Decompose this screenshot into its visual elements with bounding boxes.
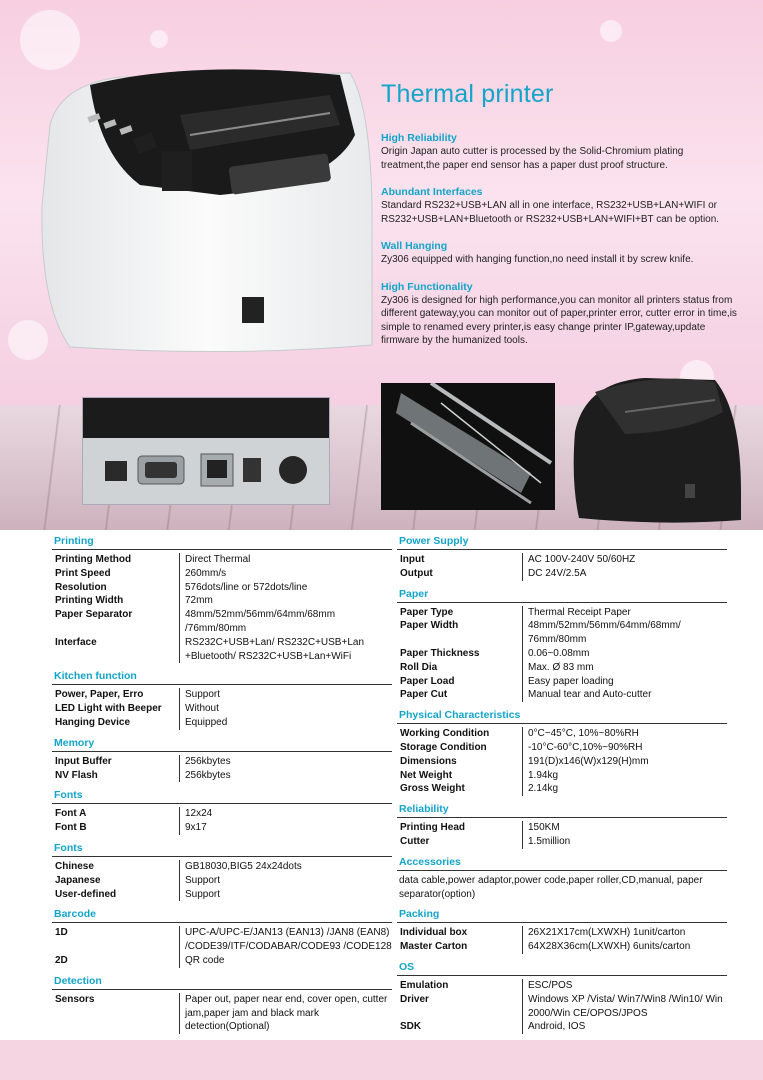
feature-text: Zy306 is designed for high performance,you can monitor all printers status from different gateway,you can monitor out of paper,printer error, cutter error in time,is simple to renamed every printer,is easy change printer IP,gateway,update firmware by the humanized tools. <box>381 294 737 346</box>
spec-column-left <box>52 532 392 1038</box>
spec-label: Paper Cut <box>400 689 448 701</box>
section-heading-packing: Packing <box>397 905 727 923</box>
spec-label: 1D <box>55 927 68 939</box>
spec-row <box>52 769 392 783</box>
section-body-physical <box>397 727 727 796</box>
spec-value: Max. Ø 83 mm <box>522 661 727 675</box>
spec-label: Individual box <box>400 927 468 939</box>
spec-row <box>52 993 392 1034</box>
spec-label: Font A <box>55 808 87 820</box>
spec-value: Windows XP /Vista/ Win7/Win8 /Win10/ Win 2000/Win CE/OPOS/JPOS <box>522 993 727 1021</box>
bokeh-dot <box>20 10 80 70</box>
spec-row <box>397 675 727 689</box>
spec-value: 9x17 <box>179 821 392 835</box>
spec-value: GB18030,BIG5 24x24dots <box>179 860 392 874</box>
spec-label: Interface <box>55 636 97 648</box>
spec-row <box>52 636 392 664</box>
spec-row <box>397 940 727 954</box>
hero-banner <box>0 0 763 530</box>
spec-value: AC 100V-240V 50/60HZ <box>522 553 727 567</box>
spec-label: Output <box>400 567 433 579</box>
spec-label: SDK <box>400 1021 422 1033</box>
spec-label: Printing Head <box>400 822 466 834</box>
spec-row <box>52 581 392 595</box>
section-body-power <box>397 553 727 581</box>
spec-value: 72mm <box>179 594 392 608</box>
spec-row <box>397 567 727 581</box>
section-body-memory <box>52 755 392 783</box>
feature-text: Zy306 equipped with hanging function,no need install it by screw knife. <box>381 254 694 265</box>
spec-value: 2.14kg <box>522 782 727 796</box>
spec-label: Print Speed <box>55 567 111 579</box>
spec-row <box>52 860 392 874</box>
feature-text: Origin Japan auto cutter is processed by the Solid-Chromium plating treatment,the paper end sensor has a paper dust proof structure. <box>381 146 684 171</box>
spec-value: UPC-A/UPC-E/JAN13 (EAN13) /JAN8 (EAN8) /CODE39/ITF/CODABAR/CODE93 /CODE128 <box>179 926 392 954</box>
spec-value: 12x24 <box>179 807 392 821</box>
section-heading-detection: Detection <box>52 972 392 990</box>
spec-row <box>397 755 727 769</box>
spec-row <box>52 594 392 608</box>
spec-row <box>397 835 727 849</box>
spec-value: 256kbytes <box>179 769 392 783</box>
spec-row <box>52 567 392 581</box>
spec-row <box>52 888 392 902</box>
section-heading-paper: Paper <box>397 585 727 603</box>
spec-value: Support <box>179 888 392 902</box>
spec-label: Roll Dia <box>400 661 438 673</box>
spec-column-right <box>397 532 727 1038</box>
spec-row <box>397 727 727 741</box>
spec-row <box>397 741 727 755</box>
spec-label: Gross Weight <box>400 783 465 795</box>
feature-item <box>381 131 741 172</box>
spec-value: 150KM <box>522 821 727 835</box>
spec-label: Paper Width <box>400 620 459 632</box>
spec-label: Printing Width <box>55 595 124 607</box>
feature-heading: Wall Hanging <box>381 240 448 252</box>
section-heading-fonts2: Fonts <box>52 839 392 857</box>
section-heading-accessories: Accessories <box>397 853 727 871</box>
section-body-fonts1 <box>52 807 392 835</box>
spec-value: Without <box>179 702 392 716</box>
feature-item <box>381 185 741 226</box>
spec-label: Paper Type <box>400 606 454 618</box>
spec-label: Power, Paper, Erro <box>55 689 144 701</box>
feature-list <box>381 131 741 361</box>
spec-label: Dimensions <box>400 755 457 767</box>
spec-label: Japanese <box>55 874 101 886</box>
spec-value: 1.94kg <box>522 769 727 783</box>
footer-band <box>0 1040 763 1080</box>
spec-value: -10°C-60°C,10%~90%RH <box>522 741 727 755</box>
spec-label: Input Buffer <box>55 755 112 767</box>
spec-label: NV Flash <box>55 769 98 781</box>
section-heading-physical: Physical Characteristics <box>397 706 727 724</box>
section-body-kitchen <box>52 688 392 729</box>
spec-value: RS232C+USB+Lan/ RS232C+USB+Lan +Bluetooth/ RS232C+USB+Lan+WiFi <box>179 636 392 664</box>
spec-label: Net Weight <box>400 769 453 781</box>
section-heading-power: Power Supply <box>397 532 727 550</box>
spec-label: Driver <box>400 993 429 1005</box>
spec-label: Printing Method <box>55 554 132 565</box>
spec-value: 576dots/line or 572dots/line <box>179 581 392 595</box>
spec-label: Font B <box>55 822 87 834</box>
spec-row <box>397 661 727 675</box>
section-heading-printing: Printing <box>52 532 392 550</box>
spec-value: 191(D)x146(W)x129(H)mm <box>522 755 727 769</box>
section-heading-memory: Memory <box>52 734 392 752</box>
spec-value: ESC/POS <box>522 979 727 993</box>
spec-row <box>52 926 392 954</box>
spec-label: Paper Separator <box>55 609 133 621</box>
section-body-fonts2 <box>52 860 392 901</box>
spec-label: User-defined <box>55 888 117 900</box>
section-body-packing <box>397 926 727 954</box>
section-heading-reliability: Reliability <box>397 800 727 818</box>
page-title: Thermal printer <box>381 80 554 108</box>
spec-text: data cable,power adaptor,power code,paper roller,CD,manual, paper separator(option) <box>399 874 703 900</box>
spec-label: Resolution <box>55 581 107 593</box>
spec-value: 48mm/52mm/56mm/64mm/68mm/ 76mm/80mm <box>522 619 727 647</box>
spec-label: Emulation <box>400 979 449 991</box>
spec-row <box>397 769 727 783</box>
spec-row <box>397 979 727 993</box>
spec-value: Paper out, paper near end, cover open, cutter jam,paper jam and black mark detection(Optional) <box>179 993 392 1034</box>
spec-value: Support <box>179 688 392 702</box>
spec-label: Sensors <box>55 993 95 1005</box>
spec-label: Chinese <box>55 860 94 872</box>
spec-label: Paper Thickness <box>400 647 480 659</box>
feature-heading: High Reliability <box>381 132 457 144</box>
spec-row <box>397 619 727 647</box>
spec-row <box>52 553 392 567</box>
spec-value: Thermal Receipt Paper <box>522 606 727 620</box>
spec-value: Android, IOS <box>522 1020 727 1034</box>
spec-row <box>52 702 392 716</box>
spec-value: 26X21X17cm(LXWXH) 1unit/carton <box>522 926 727 940</box>
spec-label: LED Light with Beeper <box>55 703 162 715</box>
spec-value: Equipped <box>179 716 392 730</box>
printer-cutter-image <box>381 383 555 510</box>
section-heading-kitchen: Kitchen function <box>52 667 392 685</box>
feature-heading: Abundant Interfaces <box>381 186 483 198</box>
printer-white-image <box>30 65 375 365</box>
spec-value: Easy paper loading <box>522 675 727 689</box>
spec-value: Support <box>179 874 392 888</box>
spec-row <box>52 874 392 888</box>
feature-text: Standard RS232+USB+LAN all in one interface, RS232+USB+LAN+WIFI or RS232+USB+LAN+Bluetooth or RS232+USB+LAN+WIFI+BT can be option. <box>381 200 720 225</box>
section-body-detection <box>52 993 392 1034</box>
section-body-printing <box>52 553 392 663</box>
bokeh-dot <box>600 20 622 42</box>
spec-row <box>397 821 727 835</box>
spec-value: 1.5million <box>522 835 727 849</box>
printer-back-panel-image <box>82 397 330 505</box>
spec-row <box>397 926 727 940</box>
spec-value: 48mm/52mm/56mm/64mm/68mm /76mm/80mm <box>179 608 392 636</box>
spec-row <box>52 821 392 835</box>
spec-label: Hanging Device <box>55 716 131 728</box>
spec-row <box>52 807 392 821</box>
spec-row <box>397 553 727 567</box>
feature-item <box>381 239 741 267</box>
spec-label: 2D <box>55 954 68 966</box>
section-body-barcode <box>52 926 392 967</box>
bokeh-dot <box>150 30 168 48</box>
spec-row <box>52 716 392 730</box>
section-heading-barcode: Barcode <box>52 905 392 923</box>
spec-value: DC 24V/2.5A <box>522 567 727 581</box>
spec-row <box>52 688 392 702</box>
section-heading-os: OS <box>397 958 727 976</box>
spec-value: QR code <box>179 954 392 968</box>
spec-value: 64X28X36cm(LXWXH) 6units/carton <box>522 940 727 954</box>
printer-black-image <box>565 372 745 527</box>
spec-label: Master Carton <box>400 941 468 953</box>
section-heading-fonts1: Fonts <box>52 786 392 804</box>
spec-row <box>52 608 392 636</box>
spec-row <box>397 993 727 1021</box>
spec-row <box>397 782 727 796</box>
spec-value: Direct Thermal <box>179 553 392 567</box>
spec-label: Cutter <box>400 835 430 847</box>
spec-label: Working Condition <box>400 728 490 740</box>
spec-row <box>52 755 392 769</box>
spec-value: Manual tear and Auto-cutter <box>522 688 727 702</box>
section-body-accessories <box>397 874 727 902</box>
section-body-paper <box>397 606 727 703</box>
spec-label: Paper Load <box>400 675 455 687</box>
section-body-os <box>397 979 727 1034</box>
section-body-reliability <box>397 821 727 849</box>
spec-value: 0.06~0.08mm <box>522 647 727 661</box>
spec-label: Input <box>400 554 425 565</box>
spec-value: 0°C~45°C, 10%~80%RH <box>522 727 727 741</box>
spec-row <box>397 647 727 661</box>
spec-label: Storage Condition <box>400 741 487 753</box>
spec-row <box>52 954 392 968</box>
spec-row <box>397 1020 727 1034</box>
feature-heading: High Functionality <box>381 280 473 293</box>
spec-value: 256kbytes <box>179 755 392 769</box>
spec-row <box>397 606 727 620</box>
spec-value: 260mm/s <box>179 567 392 581</box>
feature-item <box>381 280 741 348</box>
spec-row <box>397 688 727 702</box>
